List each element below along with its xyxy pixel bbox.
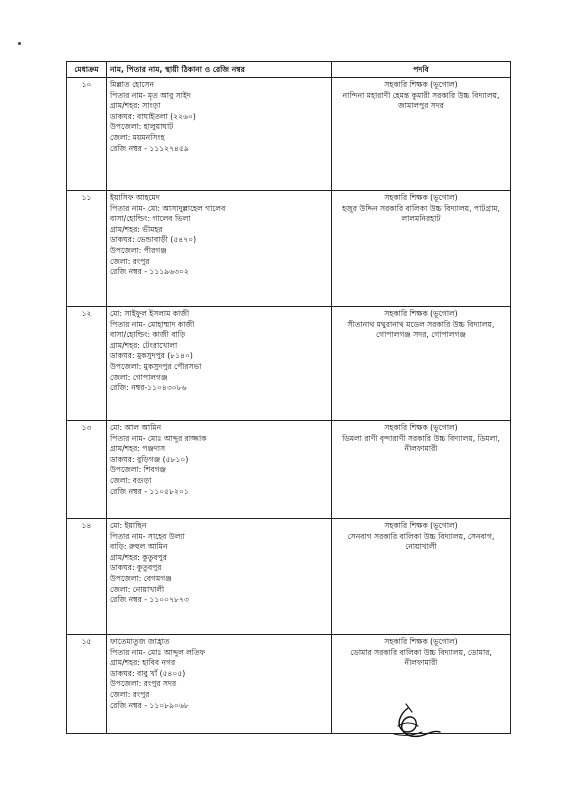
detail-line: জেলা: রংপুর: [110, 256, 150, 266]
detail-line: গ্রাম/শহর: হাবিব নগর: [110, 658, 176, 668]
detail-line: উপজেলা: পীরগঞ্জ: [110, 245, 167, 255]
detail-line: ডাকঘর: বাবু খাঁ (৫৪০৫): [110, 668, 186, 678]
serial-cell: ১৪: [67, 519, 107, 635]
detail-line: গ্রাম/শহর: পঞ্জদাস: [110, 444, 166, 454]
detail-line: রেজি নম্বর - ১১০৮৯০৬৮: [110, 700, 189, 710]
detail-line: উপজেলা: মুকসুদপুর পৌরসভা: [110, 361, 202, 371]
detail-line: বাসা/হোল্ডিং: কাজী বাড়ি: [110, 330, 186, 340]
detail-line: ডাকঘর: মুকসুদপুর (৮১৪০): [110, 351, 193, 361]
detail-line: ডাকঘর: কুতুবপুর: [110, 563, 162, 573]
candidate-details-cell: [107, 635, 332, 734]
detail-line: মো: আল আমিন: [110, 423, 162, 432]
post-title: সহকারি শিক্ষক (ভূগোল): [384, 309, 458, 318]
detail-line: জেলা: বগুড়া: [110, 475, 152, 485]
candidate-details-cell: [107, 191, 332, 307]
detail-line: রেজি নম্বর - ১১১৯৬৩০২: [110, 267, 189, 277]
candidate-details-cell: [107, 78, 332, 191]
detail-line: উপজেলা: বেগমগঞ্জ: [110, 573, 172, 583]
header-serial: মেধাক্রম: [67, 62, 107, 78]
scan-speck: [18, 42, 21, 45]
detail-line: জেলা: রংপুর: [110, 689, 150, 699]
post-cell: [332, 307, 511, 421]
school-name: হজুর উদ্দিন সরকারি বালিকা উচ্চ বিদ্যালয়, পাটগ্রাম, লালমনিরহাট: [342, 203, 500, 224]
detail-line: মো: সাইফুল ইসলাম কাজী: [110, 309, 190, 318]
detail-line: ফাতেমাতুজ জাহ্রাত: [110, 637, 170, 646]
detail-line: ডাকঘর: বাঘাইতলা (২২৬০): [110, 111, 196, 121]
serial-cell: ১৩: [67, 421, 107, 519]
detail-line: উপজেলা: রংপুর সদর: [110, 679, 177, 689]
candidate-details-cell: [107, 519, 332, 635]
detail-line: রেজি: নম্বর-১১০৪৩০৮৬: [110, 383, 187, 393]
table-row: [67, 78, 511, 191]
serial-cell: ১২: [67, 307, 107, 421]
detail-line: পিতার নাম- মোঃ আব্দুর রাজ্জাক: [110, 433, 207, 443]
detail-line: বাসা/হোল্ডিং: গালেব ভিলা: [110, 214, 191, 224]
detail-line: গ্রাম/শহর: সাংড়া: [110, 101, 161, 111]
post-title: সহকারি শিক্ষক (ভূগোল): [384, 637, 458, 646]
signature-image: [378, 700, 453, 745]
detail-line: মো: ইয়াছিন: [110, 521, 147, 530]
serial-cell: ১৫: [67, 635, 107, 734]
header-post: পদবি: [332, 62, 511, 78]
detail-line: জেলা: নোয়াখালী: [110, 584, 165, 594]
detail-line: পিতার নাম- মোহাম্মাদ কাজী: [110, 319, 195, 329]
detail-line: মিল্লাত হোসেন: [110, 80, 154, 89]
post-title: সহকারি শিক্ষক (ভূগোল): [384, 193, 458, 202]
serial-cell: ১০: [67, 78, 107, 191]
detail-line: রেজি নম্বর - ১১০৫৮২০১: [110, 486, 189, 496]
detail-line: ডাকঘর: ভেন্ডাবাড়ী (৫৪৭০): [110, 235, 197, 245]
detail-line: বাড়ি: রুহুল আমিন: [110, 542, 168, 552]
detail-line: জেলা: গোপালগঞ্জ: [110, 372, 168, 382]
detail-line: গ্রাম/শহর: কুতুবপুর: [110, 552, 167, 562]
school-name: সেনবাগ সরকারি বালিকা উচ্চ বিদ্যালয়, সেনবাগ, নোয়াখালী: [347, 531, 495, 552]
detail-line: পিতার নাম- মৃত আবু সাইদ: [110, 90, 191, 100]
school-name: সীতানাথ মথুরানাথ মডেল সরকারি উচ্চ বিদ্যালয়, গোপালগঞ্জ সদর, গোপালগঞ্জ: [347, 319, 495, 340]
header-details: নাম, পিতার নাম, স্থায়ী ঠিকানা ও রেজি নম্বর: [107, 62, 332, 78]
school-name: ডোমার সরকারি বালিকা উচ্চ বিদ্যালয়, ডোমার, নীলফামারী: [350, 647, 492, 668]
candidate-details-cell: [107, 307, 332, 421]
merit-list-table: [66, 61, 511, 734]
post-cell: [332, 78, 511, 191]
post-title: সহকারি শিক্ষক (ভূগোল): [384, 521, 458, 530]
detail-line: গ্রাম/শহর: টেংরাখোলা: [110, 340, 178, 350]
school-name: নান্দিনা মহারাণী হেমন্ত কুমারী সরকারি উচ্চ বিদ্যালয়, জামালপুর সদর: [342, 90, 500, 111]
detail-line: পিতার নাম- মো: আসাদুল্লাহেল গালেব: [110, 203, 226, 213]
table-row: [67, 421, 511, 519]
detail-line: রেজি নম্বর - ১১০০৭৮৭৩: [110, 595, 189, 605]
detail-line: গ্রাম/শহর: ভীমহর: [110, 224, 163, 234]
table-row: [67, 307, 511, 421]
post-title: সহকারি শিক্ষক (ভূগোল): [384, 80, 458, 89]
post-cell: [332, 421, 511, 519]
detail-line: ইয়াসিফ আহমেদ: [110, 193, 160, 202]
post-cell: [332, 519, 511, 635]
detail-line: ডাকঘর: বুড়িগঞ্জ (৫৮১০): [110, 454, 189, 464]
table-row: [67, 519, 511, 635]
detail-line: উপজেলা: শিবগঞ্জ: [110, 465, 167, 475]
serial-cell: ১১: [67, 191, 107, 307]
detail-line: পিতার নাম- সাহেব উল্যা: [110, 531, 185, 541]
detail-line: জেলা: ময়মনসিংহ: [110, 132, 165, 142]
detail-line: উপজেলা: হালুয়াঘাট: [110, 122, 174, 132]
detail-line: পিতার নাম- মোঃ আব্দুল লতিফ: [110, 647, 206, 657]
school-name: ডিমলা রাণী বৃন্দারাণী সরকারি উচ্চ বিদ্যালয়, ডিমলা, নীলফামারী: [342, 433, 500, 454]
table-header-row: [67, 62, 511, 78]
candidate-details-cell: [107, 421, 332, 519]
detail-line: রেজি নম্বর - ১১১২৭৪৫৯: [110, 143, 189, 153]
post-cell: [332, 191, 511, 307]
table-row: [67, 191, 511, 307]
post-title: সহকারি শিক্ষক (ভূগোল): [384, 423, 458, 432]
